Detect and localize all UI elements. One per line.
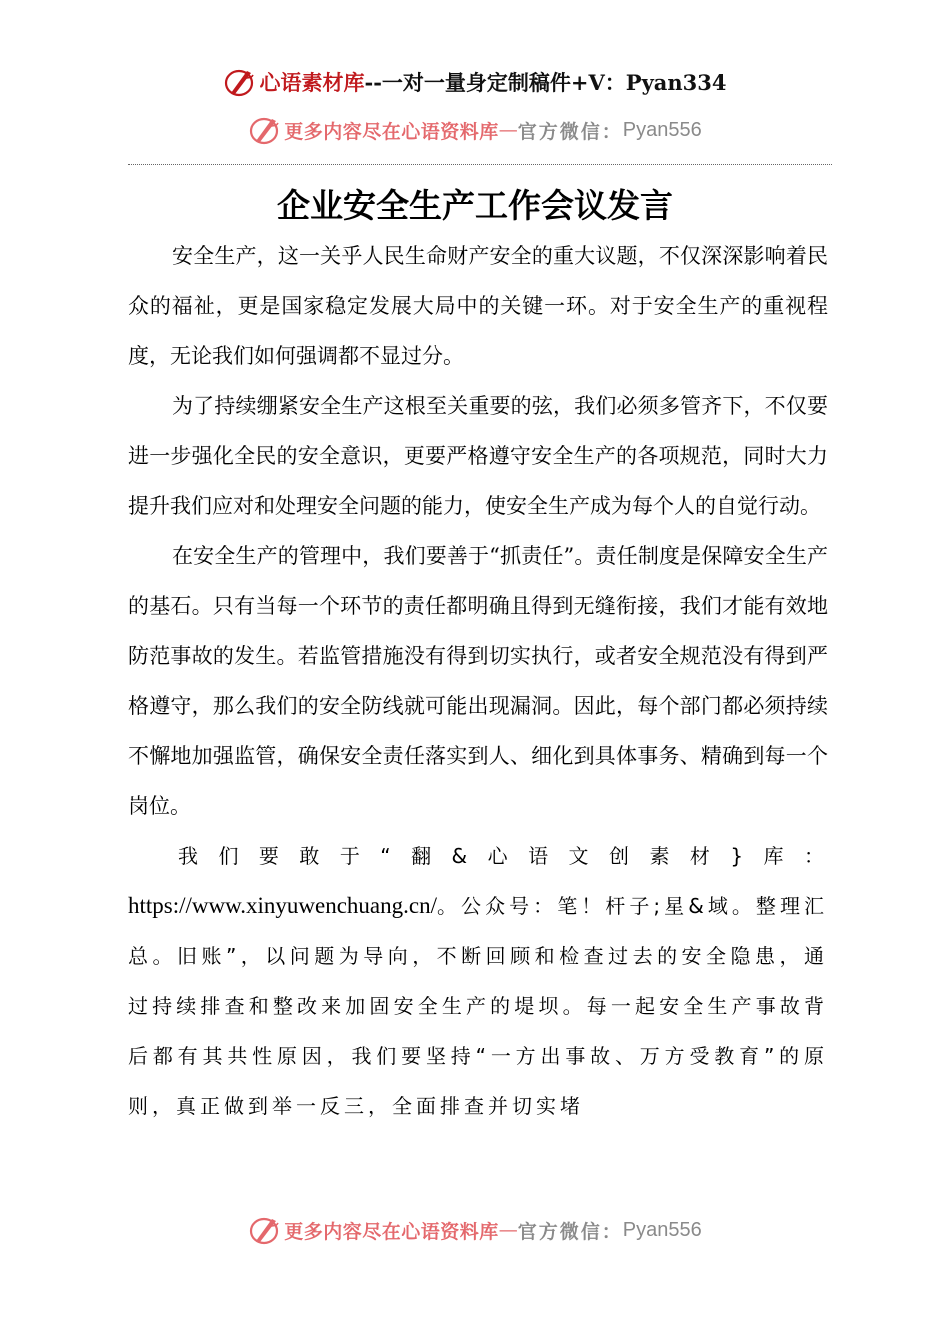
paragraph-1: 安全生产，这一关乎人民生命财产安全的重大议题，不仅深深影响着民众的福祉，更是国家稳定发展大局中的关键一环。对于安全生产的重视程度，无论我们如何强调都不显过分。 <box>128 244 828 368</box>
watermark-main-text: 更多内容尽在心语资料库 <box>284 120 499 143</box>
paragraph-4-url: https://www.xinyuwenchuang.cn/ <box>128 893 437 918</box>
footer-wechat-id: Pyan556 <box>622 1218 702 1241</box>
footer-watermark <box>0 1212 950 1248</box>
quill-seal-logo-icon <box>248 1213 282 1247</box>
footer-wechat-label: 官方微信： <box>517 1220 623 1243</box>
page-title: 企业安全生产工作会议发言 <box>277 186 673 225</box>
paragraph-4-intro: 我们要敢于“翻&心语文创素材}库： <box>178 844 828 868</box>
watermark-wechat-id: Pyan556 <box>622 118 702 141</box>
quill-seal-logo-icon <box>223 65 257 99</box>
paragraph-4 <box>128 831 828 1131</box>
footer-separator: — <box>498 1219 518 1241</box>
header-brand: 心语素材库 <box>259 70 365 95</box>
watermark-wechat-label: 官方微信： <box>517 120 623 143</box>
paragraph-2: 为了持续绷紧安全生产这根至关重要的弦，我们必须多管齐下，不仅要进一步强化全民的安全意识，更要严格遵守安全生产的各项规范，同时大力提升我们应对和处理安全问题的能力，使安全生产成为每个人的自觉行动。 <box>128 394 828 518</box>
header-banner <box>0 62 950 102</box>
header-watermark <box>0 112 950 148</box>
paragraph-4-rest: 。公众号：笔！杆子;星&域。整理汇总。旧账”，以问题为导向，不断回顾和检查过去的安全隐患，通过持续排查和整改来加固安全生产的堤坝。每一起安全生产事故背后都有其共性原因，我们要坚持“一方出事故、万方受教育”的原则，真正做到举一反三，全面排查并切实堵 <box>128 894 828 1118</box>
header-contact: --一对一量身定制稿件+V：Pyan334 <box>364 70 727 95</box>
quill-seal-logo-icon <box>248 113 282 147</box>
document-body <box>128 231 828 1131</box>
footer-main-text: 更多内容尽在心语资料库 <box>284 1220 499 1243</box>
header-divider <box>128 164 832 165</box>
paragraph-3: 在安全生产的管理中，我们要善于“抓责任”。责任制度是保障安全生产的基石。只有当每一个环节的责任都明确且得到无缝衔接，我们才能有效地防范事故的发生。若监管措施没有得到切实执行，或者安全规范没有得到严格遵守，那么我们的安全防线就可能出现漏洞。因此，每个部门都必须持续不懈地加强监管，确保安全责任落实到人、细化到具体事务、精确到每一个岗位。 <box>128 544 828 818</box>
watermark-separator: — <box>498 119 518 141</box>
